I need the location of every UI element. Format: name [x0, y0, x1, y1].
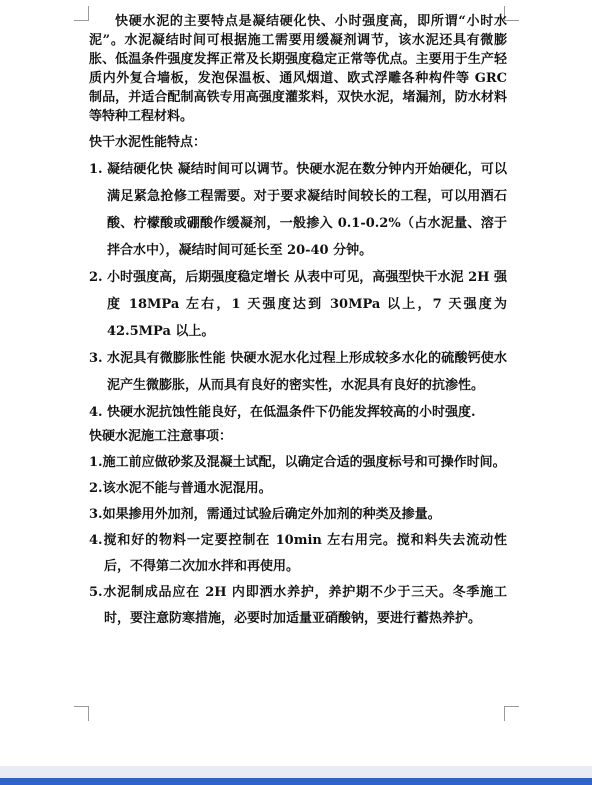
list-item-text: 快硬水泥抗蚀性能良好，在低温条件下仍能发挥较高的小时强度. [107, 405, 476, 420]
page-corner-mark-top-left [74, 6, 89, 21]
document-body[interactable] [89, 12, 507, 632]
page-corner-mark-bottom-right [504, 706, 519, 721]
note-item: 2.该水泥不能与普通水泥混用。 [89, 481, 272, 496]
list-item-text: 凝结硬化快 凝结时间可以调节。快硬水泥在数分钟内开始硬化，可以满足紧急抢修工程需要。对于要求凝结时间较长的工程，可以用酒石酸、柠檬酸或硼酸作缓凝剂，一般掺入 0.1-0.2%（占水泥量、溶于拌合水中），凝结时间可延长至 20-40 分钟。 [107, 162, 507, 258]
note-item: 1.施工前应做砂浆及混凝土试配，以确定合适的强度标号和可操作时间。 [89, 455, 506, 470]
list-item-number: 4. [89, 405, 103, 420]
construction-notes [89, 450, 507, 632]
list-item-number: 3. [89, 351, 103, 366]
page-corner-mark-bottom-left [74, 706, 89, 721]
list-item-text: 小时强度高，后期强度稳定增长 从表中可见，高强型快干水泥 2H 强度 18MPa 左右，1 天强度达到 30MPa 以上，7 天强度为 42.5MPa 以上。 [107, 270, 507, 339]
list-item [89, 156, 507, 264]
note-item: 4.搅和好的物料一定要控制在 10min 左右用完。搅和料失去流动性后，不得第二次加水拌和再使用。 [89, 533, 507, 574]
intro-paragraph: 快硬水泥的主要特点是凝结硬化快、小时强度高，即所谓“小时水泥”。水泥凝结时间可根据施工需要用缓凝剂调节，该水泥还具有微膨胀、低温条件强度发挥正常及长期强度稳定正常等优点。主要用于生产轻质内外复合墙板，发泡保温板、通风烟道、欧式浮雕各种构件等 GRC 制品，并适合配制高铁专用高强度灌浆料，双快水泥，堵漏剂，防水材料等特种工程材料。 [89, 14, 507, 124]
note-item: 3.如果掺用外加剂，需通过试验后确定外加剂的种类及掺量。 [89, 507, 441, 522]
performance-list [89, 156, 507, 426]
note-item: 5.水泥制成品应在 2H 内即洒水养护，养护期不少于三天。冬季施工时，要注意防寒措施，必要时加适量亚硝酸钠，要进行蓄热养护。 [89, 585, 507, 626]
list-item-number: 1. [89, 162, 103, 177]
list-item [89, 399, 507, 426]
performance-heading: 快干水泥性能特点： [89, 135, 207, 150]
document-canvas-background [0, 766, 592, 778]
list-item [89, 264, 507, 345]
status-bar [0, 778, 592, 785]
list-item-text: 水泥具有微膨胀性能 快硬水泥水化过程上形成较多水化的硫酸钙使水泥产生微膨胀，从而具有良好的密实性，水泥具有良好的抗渗性。 [107, 351, 507, 393]
list-item [89, 345, 507, 399]
construction-heading: 快硬水泥施工注意事项： [89, 429, 233, 444]
list-item-number: 2. [89, 270, 103, 285]
